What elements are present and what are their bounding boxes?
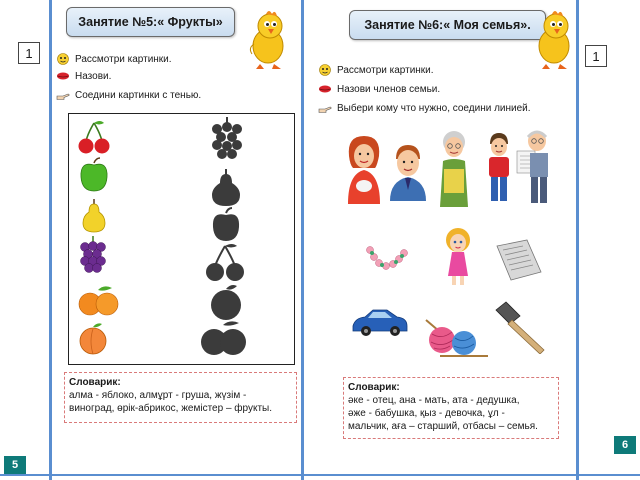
lips-icon (318, 83, 332, 95)
right-lesson-title: Занятие №6:« Моя семья». (349, 10, 546, 40)
right-vocab-line-1: әке - отец, ана - мать, ата - дедушка, (348, 395, 520, 406)
grandmother-figure-icon (434, 129, 474, 207)
mother-figure-icon (343, 134, 385, 204)
right-instruction-3: Выбери кому что нужно, соедини линией. (318, 102, 531, 114)
hammer-icon (492, 300, 548, 354)
apple-icon (78, 157, 110, 193)
necklace-icon (364, 244, 410, 276)
fruit-matching-panel (68, 113, 295, 365)
left-vocab-title: Словарик: (69, 377, 121, 388)
right-vocab-line-2: әже - бабушка, қыз - девочка, ұл - (348, 408, 505, 419)
left-vocabulary-box (64, 372, 297, 423)
peach-shadow-icon (207, 284, 245, 322)
left-vocab-line-1: алма - яблоко, алмұрт - груша, жүзім - (69, 390, 247, 401)
right-vocab-title: Словарик: (348, 382, 400, 393)
pear-icon (80, 197, 108, 233)
grapes-icon (77, 235, 109, 277)
bottom-line (0, 474, 640, 476)
toy-car-icon (351, 306, 409, 338)
left-vocab-line-2: виноград, өрік-абрикос, жемістер – фрукты. (69, 403, 273, 414)
right-instruction-1: Рассмотри картинки. (318, 64, 434, 76)
father-figure-icon (388, 143, 428, 201)
right-vocabulary-box (343, 377, 559, 439)
left-instruction-1: Рассмотри картинки. (56, 53, 172, 65)
grandfather-figure-icon (515, 129, 555, 205)
left-instruction-3: Соедини картинки с тенью. (56, 89, 201, 101)
doll-icon (441, 226, 475, 286)
left-lesson-title: Занятие №5:« Фрукты» (66, 7, 235, 37)
grapes-shadow-icon (207, 117, 247, 161)
apricot-shadow-icon (199, 319, 249, 359)
apricot-icon (76, 284, 122, 320)
lips-icon (56, 70, 70, 82)
right-margin-line (576, 0, 579, 480)
peach-icon (77, 322, 109, 356)
pointing-hand-icon (318, 102, 332, 114)
smiley-eyes-icon (318, 64, 332, 76)
cherry-icon (77, 119, 111, 157)
left-margin-line (49, 0, 52, 480)
pointing-hand-icon (56, 89, 70, 101)
center-fold-line (301, 0, 304, 480)
left-page-number: 5 (4, 456, 26, 474)
apple-shadow-icon (210, 207, 242, 243)
smiley-eyes-icon (56, 53, 70, 65)
right-instruction-2: Назови членов семьи. (318, 83, 440, 95)
right-page-number: 6 (614, 436, 636, 454)
left-lesson-number-badge: 1 (18, 42, 40, 64)
right-chick-mascot-icon (532, 8, 578, 72)
right-lesson-number-badge: 1 (585, 45, 607, 67)
newspaper-icon (493, 238, 543, 282)
right-vocab-line-3: мальчик, аға – старший, отбасы – семья. (348, 421, 538, 432)
pear-shadow-icon (209, 167, 243, 207)
boy-figure-icon (484, 132, 514, 204)
left-chick-mascot-icon (246, 8, 292, 72)
cherry-shadow-icon (205, 243, 245, 283)
left-instruction-2: Назови. (56, 70, 111, 82)
yarn-and-needles-icon (420, 316, 492, 362)
